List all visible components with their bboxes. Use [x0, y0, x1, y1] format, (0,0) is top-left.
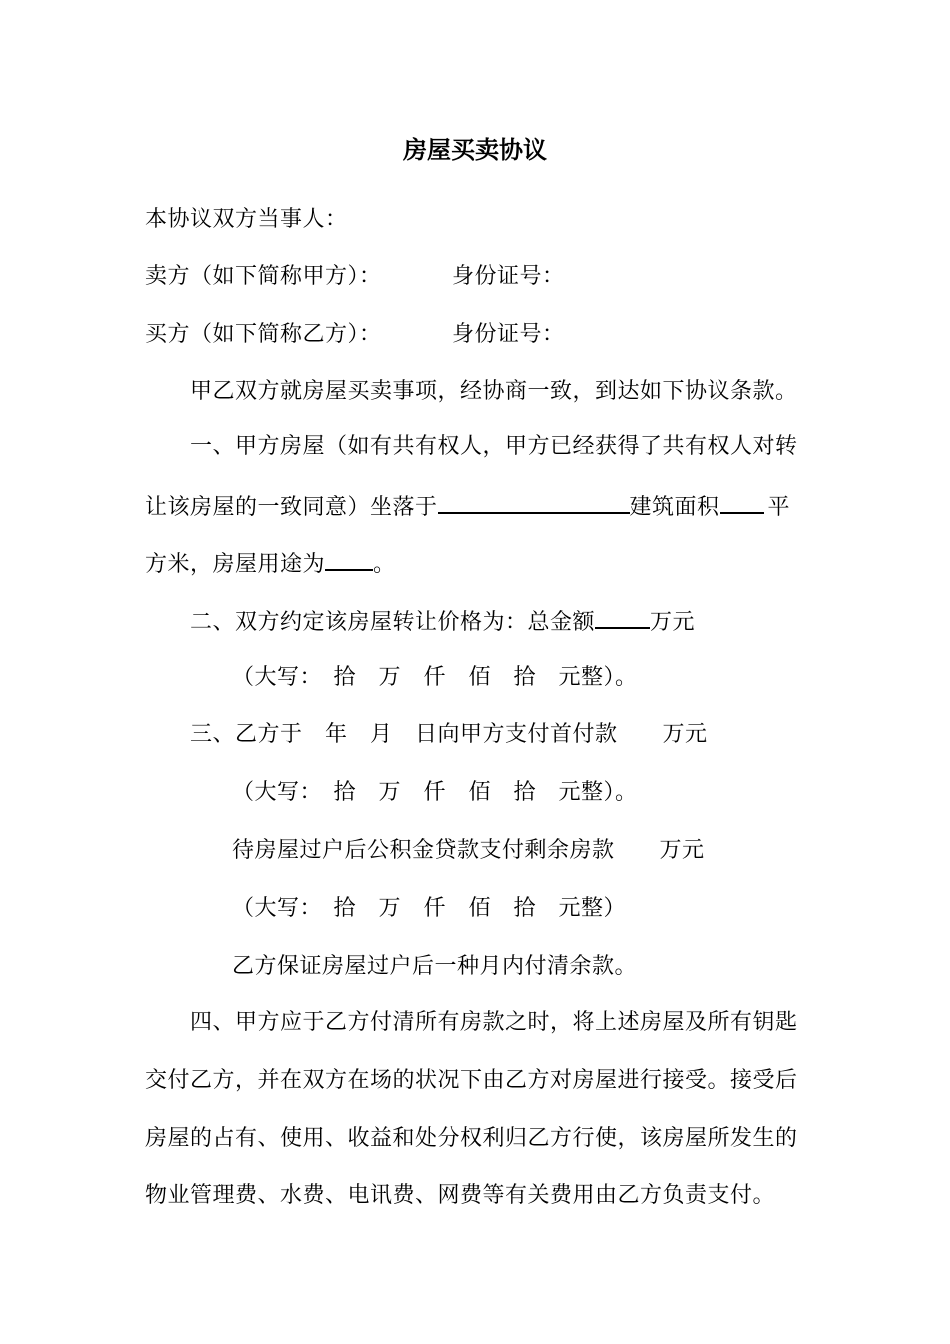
- clause1-line2: [145, 490, 790, 523]
- clause2-price-unit: 万元: [650, 610, 696, 635]
- clause4-line2: 交付乙方，并在双方在场的状况下由乙方对房屋进行接受。接受后: [145, 1068, 798, 1093]
- clause4-line3: 房屋的占有、使用、收益和处分权利归乙方行使，该房屋所发生的: [145, 1126, 798, 1151]
- clause3-line5: 乙方保证房屋过户后一种月内付清余款。: [232, 954, 638, 979]
- area-blank[interactable]: [720, 490, 764, 514]
- location-blank[interactable]: [438, 490, 630, 514]
- seller-id-label: 身份证号：: [452, 264, 565, 289]
- buyer-id-label: 身份证号：: [452, 322, 565, 347]
- clause3-line4: （大写： 拾 万 仟 佰 拾 元整）: [232, 896, 627, 921]
- buyer-label: 买方（如下简称乙方）：: [145, 322, 382, 347]
- clause3-line2: （大写： 拾 万 仟 佰 拾 元整）。: [232, 780, 638, 805]
- clause4-line1: 四、甲方应于乙方付清所有房款之时，将上述房屋及所有钥匙: [190, 1010, 798, 1035]
- clause1-area-unit-start: 平: [767, 495, 791, 520]
- usage-blank[interactable]: [325, 547, 373, 571]
- clause1-location-label: 让该房屋的一致同意）坐落于: [145, 495, 438, 520]
- clause2-price-label: 二、双方约定该房屋转让价格为：总金额: [190, 610, 596, 635]
- clause1-area-label: 建筑面积: [629, 495, 720, 520]
- clause2-line1: [190, 605, 695, 638]
- clause4-line4: 物业管理费、水费、电讯费、网费等有关费用由乙方负责支付。: [145, 1183, 776, 1208]
- clause1-line3: [145, 547, 396, 580]
- preamble-text: 甲乙双方就房屋买卖事项，经协商一致，到达如下协议条款。: [190, 379, 798, 404]
- seller-label: 卖方（如下简称甲方）：: [145, 264, 382, 289]
- clause3-line3: 待房屋过户后公积金贷款支付剩余房款 万元: [232, 838, 705, 863]
- clause2-line2: （大写： 拾 万 仟 佰 拾 元整）。: [232, 665, 638, 690]
- total-price-blank[interactable]: [595, 605, 650, 629]
- clause3-line1: 三、乙方于 年 月 日向甲方支付首付款 万元: [190, 722, 708, 747]
- clause1-end-mark: 。: [373, 552, 396, 577]
- clause1-usage-label: 方米，房屋用途为: [145, 552, 326, 577]
- intro-text: 本协议双方当事人：: [145, 207, 348, 232]
- document-title: 房屋买卖协议: [403, 135, 547, 164]
- clause1-line1: 一、甲方房屋（如有共有权人，甲方已经获得了共有权人对转: [190, 434, 798, 459]
